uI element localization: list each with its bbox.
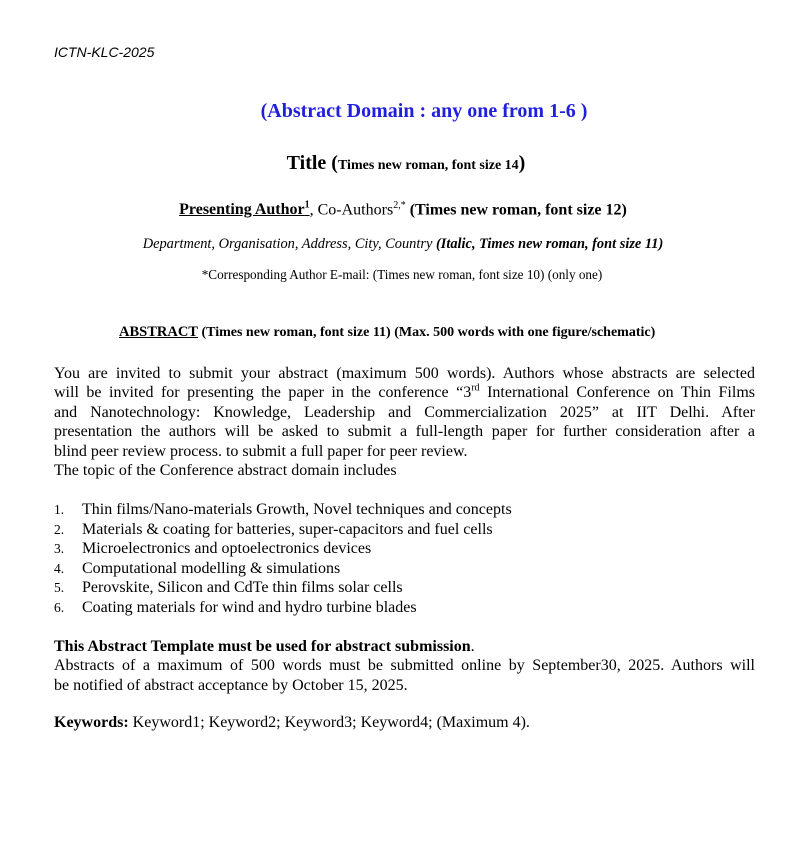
abstract-format-note: (Times new roman, font size 11) (Max. 500 words with one figure/schematic): [197, 325, 656, 340]
paragraph-line: presentation the authors will be asked to submit a full-length paper for further consideration after a: [54, 423, 755, 441]
co-authors-sup: 2,*: [393, 200, 406, 211]
affiliation-line: [0, 236, 806, 253]
submission-notice: [54, 637, 755, 695]
list-text: Perovskite, Silicon and CdTe thin films solar cells: [82, 579, 403, 596]
author-line: [0, 200, 806, 219]
notice-period: .: [470, 638, 475, 655]
affiliation-text: Department, Organisation, Address, City, Country: [142, 236, 436, 252]
list-number: 5.: [54, 580, 65, 595]
list-number: 2.: [54, 521, 65, 537]
title-placeholder: [0, 152, 808, 175]
list-item: [54, 578, 755, 598]
list-number: 1.: [54, 502, 65, 517]
corresponding-email-line: *Corresponding Author E-mail: (Times new roman, font size 10) (only one): [201, 267, 603, 282]
list-text: Computational modelling & simulations: [82, 559, 341, 577]
ordinal-sup: rd: [471, 383, 480, 395]
document-code: ICTN-KLC-2025: [54, 44, 155, 60]
list-text: Microelectronics and optoelectronics devices: [82, 540, 372, 557]
list-number: 3.: [54, 541, 65, 556]
paragraph-line-part: will be invited for presenting the paper in the conference “3: [54, 384, 472, 402]
abstract-heading: [119, 324, 655, 341]
title-instruction: Times new roman, font size 14: [337, 158, 519, 173]
notice-bold-text: This Abstract Template must be used for abstract submission: [54, 638, 471, 655]
paragraph-line: The topic of the Conference abstract domain includes: [54, 462, 397, 480]
notice-heading: [54, 637, 755, 656]
paragraph-line: [54, 383, 755, 402]
list-item: [54, 539, 755, 559]
paragraph-line: blind peer review process. to submit a full paper for peer review.: [54, 442, 468, 460]
list-number: 6.: [54, 599, 65, 615]
abstract-label: ABSTRACT: [119, 324, 198, 340]
list-number: 4.: [54, 560, 65, 576]
notice-line: Abstracts of a maximum of 500 words must be submitted online by September30, 2025. Authors will: [54, 657, 755, 675]
keywords-line: [54, 713, 755, 732]
paragraph-line-part: International Conference on Thin Films: [479, 384, 755, 402]
list-text: Coating materials for wind and hydro turbine blades: [82, 598, 417, 616]
list-item: [54, 598, 755, 618]
list-text: Thin films/Nano-materials Growth, Novel techniques and concepts: [82, 501, 512, 518]
paragraph-line: You are invited to submit your abstract (maximum 500 words). Authors whose abstracts are selected: [54, 365, 755, 382]
title-open-paren: (: [331, 152, 338, 174]
abstract-paragraph: [54, 364, 755, 480]
list-item: [54, 520, 755, 540]
title-close-paren: ): [518, 152, 526, 174]
presenting-author: [179, 201, 309, 218]
paragraph-line: and Nanotechnology: Knowledge, Leadership and Commercialization 2025” at IIT Delhi. After: [54, 403, 755, 421]
list-item: [54, 500, 755, 520]
abstract-domain-heading: (Abstract Domain : any one from 1-6 ): [260, 100, 588, 122]
list-text: Materials & coating for batteries, super-capacitors and fuel cells: [82, 520, 493, 538]
list-item: [54, 559, 755, 579]
keywords-text: Keyword1; Keyword2; Keyword3; Keyword4; (Maximum 4).: [128, 714, 530, 731]
affiliation-format-note: (Italic, Times new roman, font size 11): [435, 236, 664, 252]
notice-line: be notified of abstract acceptance by October 15, 2025.: [54, 676, 408, 694]
co-authors: , Co-Authors: [309, 201, 394, 219]
presenting-author-text: Presenting Author: [179, 201, 305, 219]
presenting-author-sup: 1: [304, 200, 310, 211]
title-word: Title: [286, 152, 327, 174]
topic-list: [54, 500, 755, 617]
keywords-label: Keywords:: [54, 714, 129, 731]
author-format-note: (Times new roman, font size 12): [405, 201, 627, 219]
